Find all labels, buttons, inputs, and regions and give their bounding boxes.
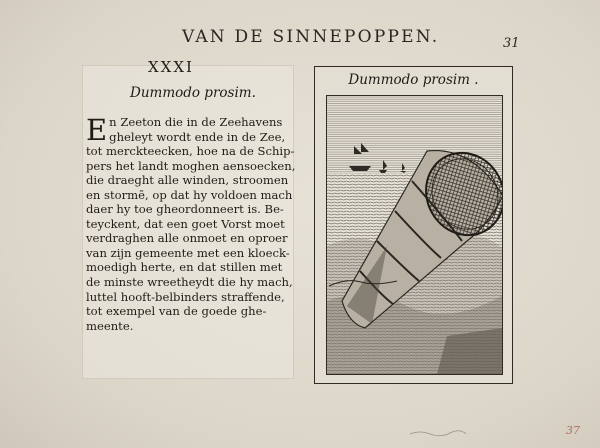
body-text-line: daer hy toe gheordonneert is. Be- bbox=[86, 202, 284, 217]
sea-buoy-engraving-icon bbox=[326, 95, 503, 375]
body-text-line: pers het landt moghen aensoecken, bbox=[86, 158, 296, 173]
body-text-line: luttel hooft-belbinders straffende, bbox=[86, 289, 285, 304]
body-text-line: tot exempel van de goede ghe- bbox=[86, 304, 267, 319]
body-text-line: moedigh herte, en dat stillen met bbox=[86, 260, 283, 275]
running-header: VAN DE SINNEPOPPEN. bbox=[182, 27, 440, 47]
page-number: 31 bbox=[503, 36, 520, 51]
body-text-line: tot merckteecken, hoe na de Schip- bbox=[86, 144, 295, 159]
body-text-line: van zijn gemeente met een kloeck- bbox=[86, 245, 290, 260]
body-text-line: die draeght alle winden, stroomen bbox=[86, 173, 289, 188]
drop-cap: E bbox=[86, 113, 108, 147]
margin-stamp: 37 bbox=[566, 424, 580, 437]
pencil-mark-icon bbox=[408, 429, 468, 437]
body-text-line: verdraghen alle onmoet en oproer bbox=[86, 231, 288, 246]
emblem-plate bbox=[314, 66, 513, 384]
plate-motto: Dummodo prosim . bbox=[348, 72, 479, 88]
emblem-body-text bbox=[86, 113, 296, 333]
body-text-line: n Zeeton die in de Zeehavens bbox=[109, 115, 283, 129]
emblem-motto: Dummodo prosim. bbox=[130, 85, 256, 101]
body-text-line: gheleyt wordt ende in de Zee, bbox=[109, 129, 286, 144]
emblem-numeral: XXXI bbox=[148, 58, 194, 76]
body-text-line: en stormē, op dat hy voldoen mach bbox=[86, 187, 293, 202]
body-text-line: teyckent, dat een goet Vorst moet bbox=[86, 216, 285, 231]
body-text-line: meente. bbox=[86, 318, 134, 333]
body-text-line: de minste wreetheydt die hy mach, bbox=[86, 275, 293, 290]
